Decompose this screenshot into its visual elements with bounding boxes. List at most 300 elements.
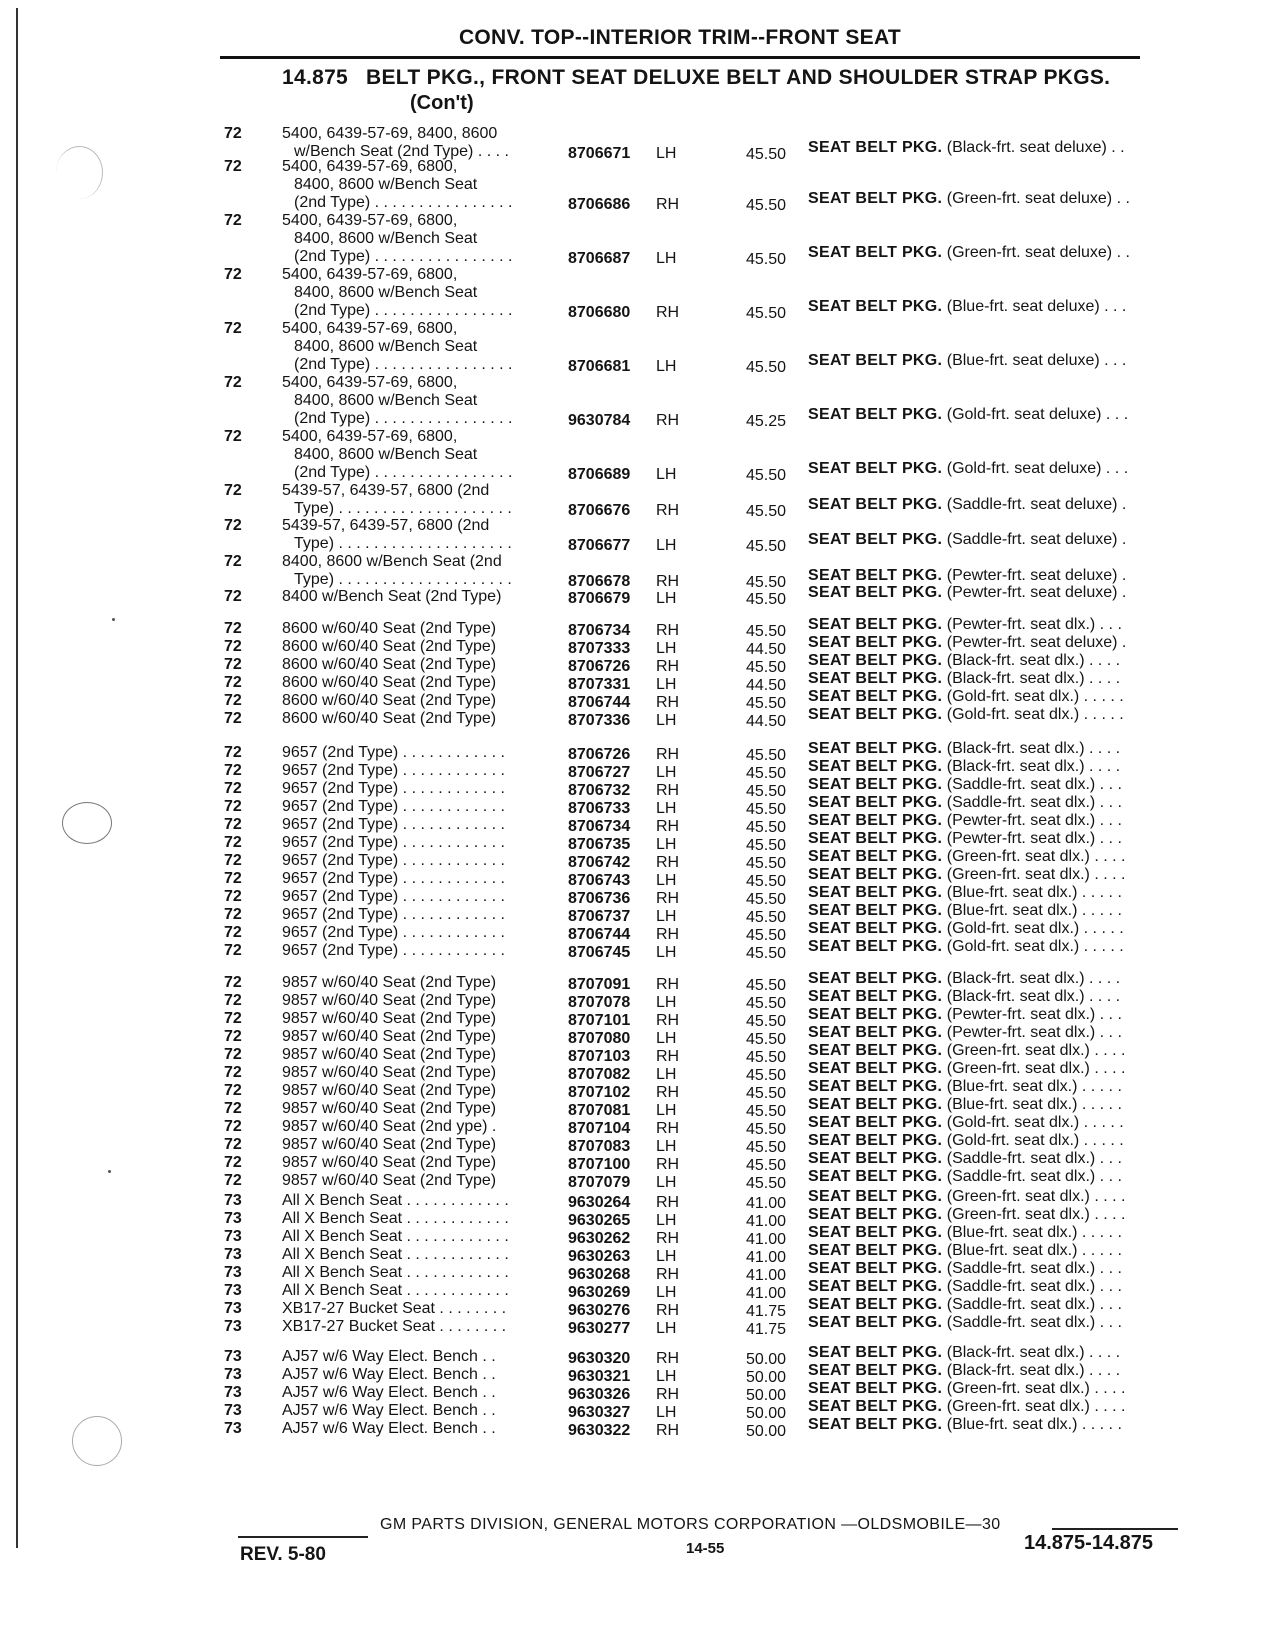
side-indicator: LH [656, 944, 677, 961]
vehicle-code: 73 [224, 1246, 242, 1263]
vehicle-code: 72 [224, 1028, 242, 1045]
description-detail: (Gold-frt. seat dlx.) . . . . . [946, 688, 1124, 705]
description-label: SEAT BELT PKG. [808, 688, 943, 705]
description-label: SEAT BELT PKG. [808, 139, 943, 156]
application-text [282, 852, 554, 870]
vehicle-code: 73 [224, 1210, 242, 1227]
description-detail: (Gold-frt. seat dlx.) . . . . . [946, 938, 1124, 955]
application-text [282, 924, 554, 942]
part-number: 9630263 [568, 1248, 631, 1265]
part-description [808, 567, 1180, 585]
description-label: SEAT BELT PKG. [808, 1006, 943, 1023]
application-text [282, 638, 554, 656]
part-description [808, 688, 1180, 706]
vehicle-code: 72 [224, 1172, 242, 1189]
list-price: 41.00 [745, 1195, 786, 1212]
vehicle-code: 72 [224, 320, 242, 337]
side-indicator: RH [656, 1266, 680, 1283]
vehicle-code: 73 [224, 1366, 242, 1383]
list-price: 45.50 [745, 1121, 786, 1138]
part-description [808, 776, 1180, 794]
application-text [282, 762, 554, 780]
side-indicator: RH [656, 854, 680, 871]
description-detail: (Blue-frt. seat deluxe) . . . [946, 298, 1127, 315]
part-description [808, 1150, 1180, 1168]
side-indicator: RH [656, 1048, 680, 1065]
revision-label: REV. 5-80 [240, 1544, 326, 1565]
vehicle-code: 72 [224, 212, 242, 229]
list-price: 50.00 [745, 1387, 786, 1404]
description-detail: (Green-frt. seat dlx.) . . . . [946, 1188, 1126, 1205]
application-line: AJ57 w/6 Way Elect. Bench . . [282, 1420, 496, 1437]
vehicle-code: 72 [224, 482, 242, 499]
description-label: SEAT BELT PKG. [808, 1344, 943, 1361]
part-number: 8707102 [568, 1084, 631, 1101]
part-description [808, 706, 1180, 724]
description-detail: (Pewter-frt. seat deluxe) . [946, 567, 1127, 584]
vehicle-code: 72 [224, 620, 242, 637]
list-price: 41.75 [745, 1303, 786, 1320]
description-detail: (Pewter-frt. seat dlx.) . . . [946, 616, 1122, 633]
description-detail: (Blue-frt. seat dlx.) . . . . . [946, 1242, 1122, 1259]
side-indicator: RH [656, 1422, 680, 1439]
application-text [282, 1010, 554, 1028]
part-number: 8706743 [568, 872, 631, 889]
application-line: 5400, 6439-57-69, 6800, [282, 374, 458, 391]
application-text [282, 125, 554, 161]
application-line: 9657 (2nd Type) . . . . . . . . . . . . [282, 780, 505, 797]
description-detail: (Blue-frt. seat dlx.) . . . . . [946, 1096, 1122, 1113]
vehicle-code: 72 [224, 780, 242, 797]
side-indicator: RH [656, 1194, 680, 1211]
part-description [808, 740, 1180, 758]
description-label: SEAT BELT PKG. [808, 758, 943, 775]
list-price: 45.50 [745, 855, 786, 872]
list-price: 45.50 [745, 765, 786, 782]
part-description [808, 1168, 1180, 1186]
description-label: SEAT BELT PKG. [808, 1168, 943, 1185]
description-detail: (Green-frt. seat dlx.) . . . . [946, 1060, 1126, 1077]
application-text [282, 1028, 554, 1046]
application-line: 5400, 6439-57-69, 6800, [282, 428, 458, 445]
list-price: 44.50 [745, 641, 786, 658]
application-line: 9857 w/60/40 Seat (2nd Type) [282, 974, 497, 991]
part-description [808, 902, 1180, 920]
vehicle-code: 73 [224, 1228, 242, 1245]
description-label: SEAT BELT PKG. [808, 920, 943, 937]
list-price: 45.50 [745, 538, 786, 555]
side-indicator: RH [656, 782, 680, 799]
part-number: 8707081 [568, 1102, 631, 1119]
part-number: 8707100 [568, 1156, 631, 1173]
application-text [282, 942, 554, 960]
description-detail: (Saddle-frt. seat dlx.) . . . [946, 1314, 1122, 1331]
description-label: SEAT BELT PKG. [808, 1398, 943, 1415]
part-description [808, 1398, 1180, 1416]
application-line: All X Bench Seat . . . . . . . . . . . . [282, 1228, 509, 1245]
application-text [282, 158, 554, 212]
application-text [282, 1348, 554, 1366]
part-description [808, 1344, 1180, 1362]
description-detail: (Green-frt. seat dlx.) . . . . [946, 1206, 1126, 1223]
side-indicator: RH [656, 1120, 680, 1137]
vehicle-code: 73 [224, 1348, 242, 1365]
description-label: SEAT BELT PKG. [808, 1296, 943, 1313]
vehicle-code: 72 [224, 870, 242, 887]
side-indicator: LH [656, 1138, 677, 1155]
side-indicator: LH [656, 640, 677, 657]
vehicle-code: 72 [224, 762, 242, 779]
vehicle-code: 72 [224, 692, 242, 709]
description-label: SEAT BELT PKG. [808, 938, 943, 955]
description-label: SEAT BELT PKG. [808, 776, 943, 793]
application-text [282, 992, 554, 1010]
list-price: 41.00 [745, 1213, 786, 1230]
part-number: 8706726 [568, 658, 631, 675]
part-number: 8706742 [568, 854, 631, 871]
description-detail: (Blue-frt. seat dlx.) . . . . . [946, 884, 1122, 901]
part-number: 8707078 [568, 994, 631, 1011]
section-number: 14.875 [282, 66, 349, 89]
list-price: 45.50 [745, 659, 786, 676]
part-number: 8707331 [568, 676, 631, 693]
application-text [282, 710, 554, 728]
description-label: SEAT BELT PKG. [808, 1416, 943, 1433]
description-label: SEAT BELT PKG. [808, 812, 943, 829]
list-price: 45.50 [745, 837, 786, 854]
application-text [282, 620, 554, 638]
vehicle-code: 72 [224, 1046, 242, 1063]
part-number: 9630326 [568, 1386, 631, 1403]
application-text [282, 870, 554, 888]
part-number: 9630276 [568, 1302, 631, 1319]
part-description [808, 848, 1180, 866]
list-price: 41.00 [745, 1249, 786, 1266]
application-text [282, 656, 554, 674]
part-description [808, 758, 1180, 776]
application-line: 9857 w/60/40 Seat (2nd Type) [282, 1172, 497, 1189]
side-indicator: LH [656, 1212, 677, 1229]
application-text [282, 674, 554, 692]
description-detail: (Saddle-frt. seat dlx.) . . . [946, 1278, 1122, 1295]
side-indicator: RH [656, 502, 680, 519]
vehicle-code: 72 [224, 974, 242, 991]
application-line: (2nd Type) . . . . . . . . . . . . . . . . [294, 356, 513, 373]
list-price: 45.50 [745, 1157, 786, 1174]
list-price: 45.50 [745, 1175, 786, 1192]
vehicle-code: 72 [224, 158, 242, 175]
description-detail: (Green-frt. seat dlx.) . . . . [946, 848, 1126, 865]
side-indicator: LH [656, 1174, 677, 1191]
vehicle-code: 72 [224, 1100, 242, 1117]
vehicle-code: 72 [224, 374, 242, 391]
application-line: (2nd Type) . . . . . . . . . . . . . . . . [294, 302, 513, 319]
side-indicator: LH [656, 1030, 677, 1047]
vehicle-code: 72 [224, 1010, 242, 1027]
side-indicator: RH [656, 746, 680, 763]
part-description [808, 634, 1180, 652]
side-indicator: LH [656, 1404, 677, 1421]
vehicle-code: 72 [224, 942, 242, 959]
list-price: 45.50 [745, 467, 786, 484]
part-number: 8706726 [568, 746, 631, 763]
list-price: 45.50 [745, 197, 786, 214]
description-detail: (Blue-frt. seat dlx.) . . . . . [946, 1078, 1122, 1095]
application-line: 9657 (2nd Type) . . . . . . . . . . . . [282, 744, 505, 761]
footer-rule-left [238, 1536, 368, 1538]
part-number: 8707079 [568, 1174, 631, 1191]
part-number: 8706735 [568, 836, 631, 853]
description-label: SEAT BELT PKG. [808, 830, 943, 847]
part-description [808, 1078, 1180, 1096]
description-label: SEAT BELT PKG. [808, 1278, 943, 1295]
side-indicator: RH [656, 304, 680, 321]
application-text [282, 1366, 554, 1384]
part-description [808, 1006, 1180, 1024]
part-number: 8706676 [568, 502, 631, 519]
part-number: 8707101 [568, 1012, 631, 1029]
part-description [808, 1380, 1180, 1398]
application-text [282, 1064, 554, 1082]
vehicle-code: 72 [224, 1082, 242, 1099]
vehicle-code: 72 [224, 638, 242, 655]
application-line: 8400, 8600 w/Bench Seat (2nd [282, 553, 502, 570]
application-line: 8400, 8600 w/Bench Seat [294, 392, 478, 409]
part-description [808, 866, 1180, 884]
application-text [282, 1420, 554, 1438]
description-detail: (Black-frt. seat dlx.) . . . . [946, 970, 1121, 987]
description-label: SEAT BELT PKG. [808, 848, 943, 865]
side-indicator: LH [656, 1066, 677, 1083]
part-number: 8706679 [568, 590, 631, 607]
list-price: 45.50 [745, 819, 786, 836]
application-line: 8600 w/60/40 Seat (2nd Type) [282, 620, 497, 637]
side-indicator: RH [656, 1012, 680, 1029]
application-line: Type) . . . . . . . . . . . . . . . . . . . . [294, 571, 512, 588]
application-text [282, 888, 554, 906]
list-price: 45.50 [745, 251, 786, 268]
side-indicator: LH [656, 466, 677, 483]
list-price: 45.25 [745, 413, 786, 430]
part-number: 8707333 [568, 640, 631, 657]
description-label: SEAT BELT PKG. [808, 1362, 943, 1379]
vehicle-code: 73 [224, 1282, 242, 1299]
application-line: 5400, 6439-57-69, 6800, [282, 266, 458, 283]
list-price: 45.50 [745, 1139, 786, 1156]
application-line: 9657 (2nd Type) . . . . . . . . . . . . [282, 798, 505, 815]
description-label: SEAT BELT PKG. [808, 1060, 943, 1077]
side-indicator: LH [656, 800, 677, 817]
section-continued: (Con't) [410, 92, 474, 114]
side-indicator: LH [656, 836, 677, 853]
part-number: 8706736 [568, 890, 631, 907]
description-detail: (Gold-frt. seat dlx.) . . . . . [946, 706, 1124, 723]
application-line: 9857 w/60/40 Seat (2nd Type) [282, 1010, 497, 1027]
list-price: 45.50 [745, 1103, 786, 1120]
list-price: 50.00 [745, 1423, 786, 1440]
application-line: 9657 (2nd Type) . . . . . . . . . . . . [282, 852, 505, 869]
application-text [282, 1118, 554, 1136]
list-price: 41.00 [745, 1267, 786, 1284]
application-line: (2nd Type) . . . . . . . . . . . . . . . . [294, 410, 513, 427]
part-description [808, 460, 1180, 478]
list-price: 45.50 [745, 909, 786, 926]
description-label: SEAT BELT PKG. [808, 567, 943, 584]
application-line: 8600 w/60/40 Seat (2nd Type) [282, 692, 497, 709]
application-line: 9857 w/60/40 Seat (2nd ype) . [282, 1118, 497, 1135]
application-line: All X Bench Seat . . . . . . . . . . . . [282, 1246, 509, 1263]
list-price: 45.50 [745, 801, 786, 818]
application-text [282, 906, 554, 924]
description-detail: (Black-frt. seat dlx.) . . . . [946, 652, 1121, 669]
part-number: 9630320 [568, 1350, 631, 1367]
vehicle-code: 72 [224, 798, 242, 815]
description-detail: (Black-frt. seat dlx.) . . . . [946, 1362, 1121, 1379]
application-text [282, 1264, 554, 1282]
description-detail: (Saddle-frt. seat dlx.) . . . [946, 1150, 1122, 1167]
side-indicator: RH [656, 1084, 680, 1101]
description-detail: (Gold-frt. seat dlx.) . . . . . [946, 1132, 1124, 1149]
list-price: 45.50 [745, 574, 786, 591]
description-label: SEAT BELT PKG. [808, 1224, 943, 1241]
side-indicator: LH [656, 537, 677, 554]
footer-rule-right [1052, 1528, 1178, 1530]
vehicle-code: 72 [224, 924, 242, 941]
part-description [808, 920, 1180, 938]
vehicle-code: 72 [224, 428, 242, 445]
side-indicator: RH [656, 1350, 680, 1367]
list-price: 45.50 [745, 1049, 786, 1066]
description-detail: (Blue-frt. seat dlx.) . . . . . [946, 902, 1122, 919]
application-text [282, 692, 554, 710]
part-number: 8706680 [568, 304, 631, 321]
list-price: 41.75 [745, 1321, 786, 1338]
part-number: 8706678 [568, 573, 631, 590]
description-detail: (Green-frt. seat deluxe) . . [946, 190, 1130, 207]
part-number: 8706687 [568, 250, 631, 267]
side-indicator: LH [656, 1248, 677, 1265]
description-detail: (Black-frt. seat dlx.) . . . . [946, 1344, 1121, 1361]
description-detail: (Pewter-frt. seat dlx.) . . . [946, 812, 1122, 829]
application-line: All X Bench Seat . . . . . . . . . . . . [282, 1264, 509, 1281]
description-detail: (Saddle-frt. seat dlx.) . . . [946, 1168, 1122, 1185]
description-detail: (Green-frt. seat dlx.) . . . . [946, 1380, 1126, 1397]
part-number: 8706681 [568, 358, 631, 375]
vehicle-code: 72 [224, 888, 242, 905]
part-number: 9630277 [568, 1320, 631, 1337]
application-text [282, 1384, 554, 1402]
list-price: 50.00 [745, 1369, 786, 1386]
application-line: 9857 w/60/40 Seat (2nd Type) [282, 1136, 497, 1153]
application-line: 8400, 8600 w/Bench Seat [294, 446, 478, 463]
side-indicator: RH [656, 658, 680, 675]
application-line: (2nd Type) . . . . . . . . . . . . . . . . [294, 248, 513, 265]
description-label: SEAT BELT PKG. [808, 352, 943, 369]
part-number: 8707103 [568, 1048, 631, 1065]
vehicle-code: 72 [224, 656, 242, 673]
list-price: 45.50 [745, 873, 786, 890]
page-number: 14-55 [686, 1540, 725, 1557]
part-number: 9630321 [568, 1368, 631, 1385]
application-line: 9857 w/60/40 Seat (2nd Type) [282, 1100, 497, 1117]
list-price: 44.50 [745, 713, 786, 730]
application-line: 9657 (2nd Type) . . . . . . . . . . . . [282, 942, 505, 959]
list-price: 45.50 [745, 695, 786, 712]
application-line: 5400, 6439-57-69, 6800, [282, 158, 458, 175]
part-description [808, 1224, 1180, 1242]
application-line: 8400, 8600 w/Bench Seat [294, 338, 478, 355]
application-line: All X Bench Seat . . . . . . . . . . . . [282, 1210, 509, 1227]
part-number: 8706689 [568, 466, 631, 483]
vehicle-code: 72 [224, 992, 242, 1009]
application-line: Type) . . . . . . . . . . . . . . . . . . . . [294, 500, 512, 517]
side-indicator: RH [656, 890, 680, 907]
part-number: 9630327 [568, 1404, 631, 1421]
list-price: 45.50 [745, 945, 786, 962]
group-range: 14.875-14.875 [1024, 1532, 1154, 1554]
part-number: 8706745 [568, 944, 631, 961]
application-line: 9857 w/60/40 Seat (2nd Type) [282, 1154, 497, 1171]
description-label: SEAT BELT PKG. [808, 884, 943, 901]
description-label: SEAT BELT PKG. [808, 1150, 943, 1167]
application-line: 9857 w/60/40 Seat (2nd Type) [282, 1082, 497, 1099]
vehicle-code: 73 [224, 1384, 242, 1401]
application-text [282, 1100, 554, 1118]
description-detail: (Saddle-frt. seat dlx.) . . . [946, 794, 1122, 811]
application-text [282, 1082, 554, 1100]
part-description [808, 616, 1180, 634]
application-text [282, 212, 554, 266]
part-description [808, 1206, 1180, 1224]
part-number: 8707104 [568, 1120, 631, 1137]
list-price: 45.50 [745, 503, 786, 520]
vehicle-code: 72 [224, 553, 242, 570]
description-detail: (Blue-frt. seat deluxe) . . . [946, 352, 1127, 369]
description-label: SEAT BELT PKG. [808, 902, 943, 919]
vehicle-code: 72 [224, 1064, 242, 1081]
side-indicator: LH [656, 994, 677, 1011]
part-number: 8706727 [568, 764, 631, 781]
side-indicator: LH [656, 590, 677, 607]
list-price: 45.50 [745, 359, 786, 376]
description-label: SEAT BELT PKG. [808, 298, 943, 315]
part-description [808, 584, 1180, 602]
description-detail: (Saddle-frt. seat dlx.) . . . [946, 1296, 1122, 1313]
application-text [282, 798, 554, 816]
description-label: SEAT BELT PKG. [808, 1260, 943, 1277]
application-text [282, 553, 554, 589]
description-detail: (Green-frt. seat dlx.) . . . . [946, 1398, 1126, 1415]
application-line: 5400, 6439-57-69, 6800, [282, 212, 458, 229]
description-label: SEAT BELT PKG. [808, 1314, 943, 1331]
side-indicator: LH [656, 250, 677, 267]
application-text [282, 266, 554, 320]
part-description [808, 988, 1180, 1006]
application-text [282, 1228, 554, 1246]
vehicle-code: 72 [224, 1136, 242, 1153]
application-line: 8600 w/60/40 Seat (2nd Type) [282, 710, 497, 727]
side-indicator: LH [656, 1320, 677, 1337]
section-title: BELT PKG., FRONT SEAT DELUXE BELT AND SHOULDER STRAP PKGS. [366, 66, 1111, 89]
vehicle-code: 72 [224, 1154, 242, 1171]
part-description [808, 938, 1180, 956]
description-label: SEAT BELT PKG. [808, 584, 943, 601]
part-description [808, 1416, 1180, 1434]
part-number: 8707080 [568, 1030, 631, 1047]
list-price: 45.50 [745, 747, 786, 764]
description-detail: (Black-frt. seat dlx.) . . . . [946, 988, 1121, 1005]
part-number: 8706733 [568, 800, 631, 817]
